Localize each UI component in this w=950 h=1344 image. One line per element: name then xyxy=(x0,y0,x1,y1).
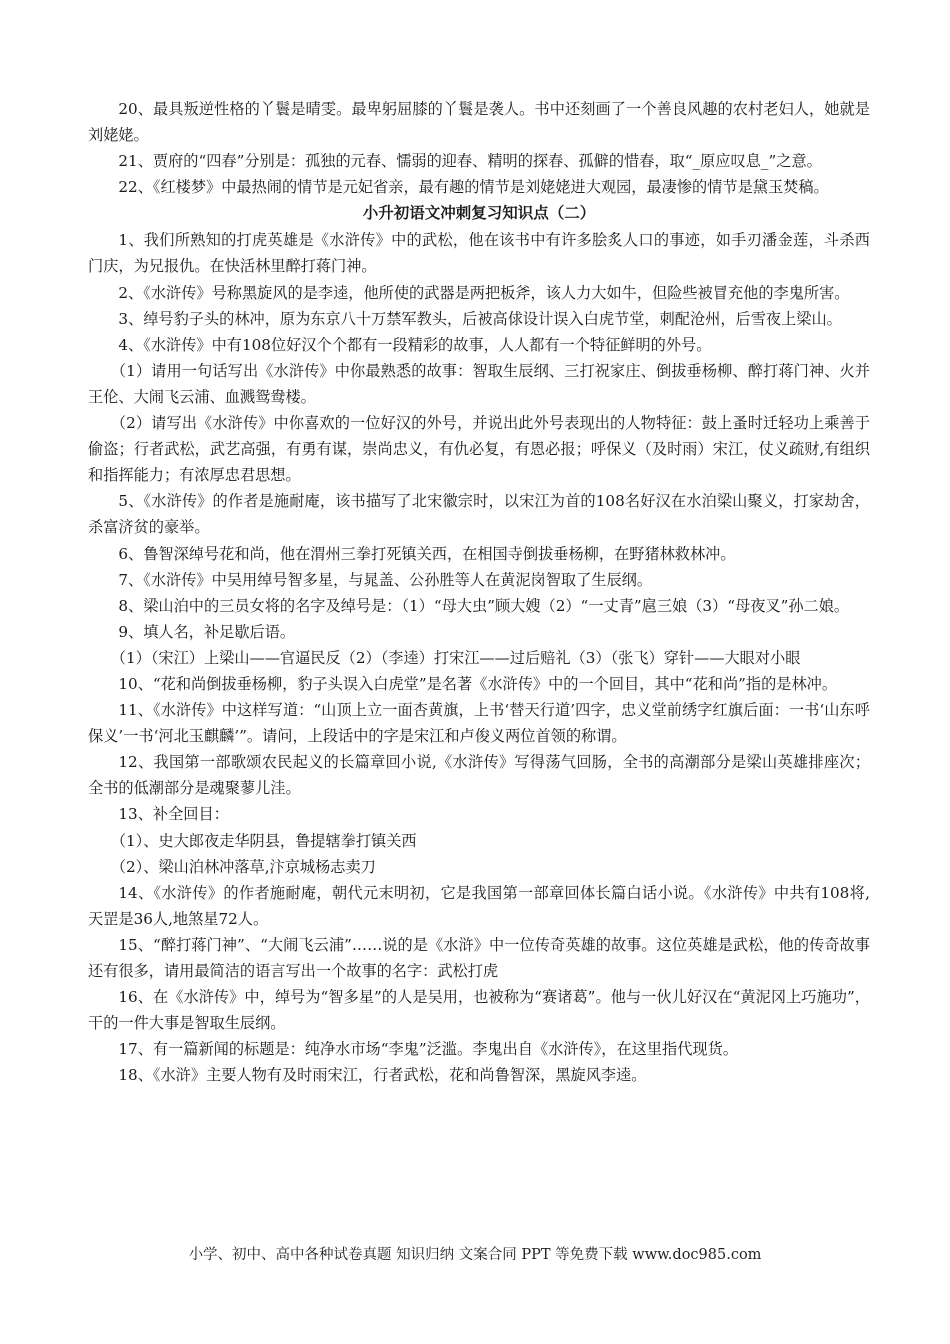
paragraph-21: 21、贾府的“四春”分别是：孤独的元春、懦弱的迎春、精明的探春、孤僻的惜春，取“_原应叹息_”之意。 xyxy=(118,152,822,171)
list-item: （1）请用一句话写出《水浒传》中你最熟悉的故事：智取生辰纲、三打祝家庄、倒拔垂杨柳、醉打蒋门神、火并王伦、大闹飞云浦、血溅鸳鸯楼。 xyxy=(88,361,870,406)
paragraph-20: 20、最具叛逆性格的丫鬟是晴雯。最卑躬屈膝的丫鬟是袭人。书中还刻画了一个善良风趣的农村老妇人，她就是刘姥姥。 xyxy=(88,100,870,145)
list-item: 12、我国第一部歌颂农民起义的长篇章回小说,《水浒传》写得荡气回肠，全书的高潮部分是梁山英雄排座次；全书的低潮部分是魂聚蓼儿洼。 xyxy=(88,753,870,798)
list-item: 1、我们所熟知的打虎英雄是《水浒传》中的武松，他在该书中有许多脍炙人口的事迹，如手刃潘金莲，斗杀西门庆，为兄报仇。在快活林里醉打蒋门神。 xyxy=(88,231,870,276)
document-body xyxy=(88,96,870,1088)
list-item: 8、梁山泊中的三员女将的名字及绰号是：（1）“母大虫”顾大嫂（2）“一丈青”扈三娘（3）“母夜叉”孙二娘。 xyxy=(118,596,850,615)
list-item: 2、《水浒传》号称黑旋风的是李逵，他所使的武器是两把板斧，该人力大如牛，但险些被冒充他的李鬼所害。 xyxy=(118,283,850,302)
list-item: 18、《水浒》主要人物有及时雨宋江，行者武松，花和尚鲁智深，黑旋风李逵。 xyxy=(118,1066,647,1085)
list-item: 10、“花和尚倒拔垂杨柳，豹子头误入白虎堂”是名著《水浒传》中的一个回目，其中“花和尚”指的是林冲。 xyxy=(118,674,838,693)
list-item: 7、《水浒传》中吴用绰号智多星，与晁盖、公孙胜等人在黄泥岗智取了生辰纲。 xyxy=(118,570,653,589)
page-footer: 小学、初中、高中各种试卷真题 知识归纳 文案合同 PPT 等免费下载 www.doc985.com xyxy=(188,1247,762,1263)
paragraph-22: 22、《红楼梦》中最热闹的情节是元妃省亲，最有趣的情节是刘姥姥进大观园，最凄惨的情节是黛玉焚稿。 xyxy=(118,178,829,197)
list-item: 17、有一篇新闻的标题是：纯净水市场“李鬼”泛滥。李鬼出自《水浒传》，在这里指代现货。 xyxy=(118,1040,738,1059)
list-item: 9、填人名，补足歇后语。 xyxy=(118,622,296,641)
list-item: 3、绰号豹子头的林冲，原为东京八十万禁军教头，后被高俅设计误入白虎节堂，刺配沧州，后雪夜上梁山。 xyxy=(118,309,842,328)
list-item: 5、《水浒传》的作者是施耐庵，该书描写了北宋徽宗时，以宋江为首的108名好汉在水泊梁山聚义，打家劫舍，杀富济贫的豪举。 xyxy=(88,492,870,537)
list-item: （1）（宋江）上梁山——官逼民反（2）（李逵）打宋江——过后赔礼（3）（张飞）穿针——大眼对小眼 xyxy=(110,648,801,667)
list-item: 14、《水浒传》的作者施耐庵，朝代元末明初，它是我国第一部章回体长篇白话小说。《水浒传》中共有108将,天罡是36人,地煞星72人。 xyxy=(88,883,870,928)
list-item: （2）请写出《水浒传》中你喜欢的一位好汉的外号，并说出此外号表现出的人物特征：鼓上蚤时迁轻功上乘善于偷盗；行者武松，武艺高强，有勇有谋，崇尚忠义，有仇必复，有恩必报；呼保义（及时雨）宋江，仗义疏财,有组织和指挥能力；有浓厚忠君思想。 xyxy=(88,414,870,485)
list-item: （1）、史大郎夜走华阴县，鲁提辖拳打镇关西 xyxy=(110,831,417,850)
list-item: （2）、梁山泊林冲落草,汴京城杨志卖刀 xyxy=(110,857,376,876)
paragraph-list xyxy=(88,227,870,1088)
list-item: 16、在《水浒传》中，绰号为“智多星”的人是吴用，也被称为“赛诸葛”。他与一伙儿好汉在“黄泥冈上巧施功”，干的一件大事是智取生辰纲。 xyxy=(88,988,870,1033)
list-item: 6、鲁智深绰号花和尚，他在渭州三拳打死镇关西，在相国寺倒拔垂杨柳，在野猪林救林冲。 xyxy=(118,544,736,563)
section-title: 小升初语文冲刺复习知识点（二） xyxy=(362,204,596,223)
list-item: 4、《水浒传》中有108位好汉个个都有一段精彩的故事，人人都有一个特征鲜明的外号。 xyxy=(118,335,712,354)
list-item: 15、“醉打蒋门神”、“大闹飞云浦”……说的是《水浒》中一位传奇英雄的故事。这位英雄是武松，他的传奇故事还有很多，请用最简洁的语言写出一个故事的名字：武松打虎 xyxy=(88,935,870,980)
list-item: 11、《水浒传》中这样写道：“山顶上立一面杏黄旗，上书‘替天行道’四字，忠义堂前绣字红旗后面：一书‘山东呼保义’一书‘河北玉麒麟’”。请问，上段话中的字是宋江和卢俊义两位首领的称谓。 xyxy=(88,701,870,746)
list-item: 13、补全回目： xyxy=(118,805,229,824)
